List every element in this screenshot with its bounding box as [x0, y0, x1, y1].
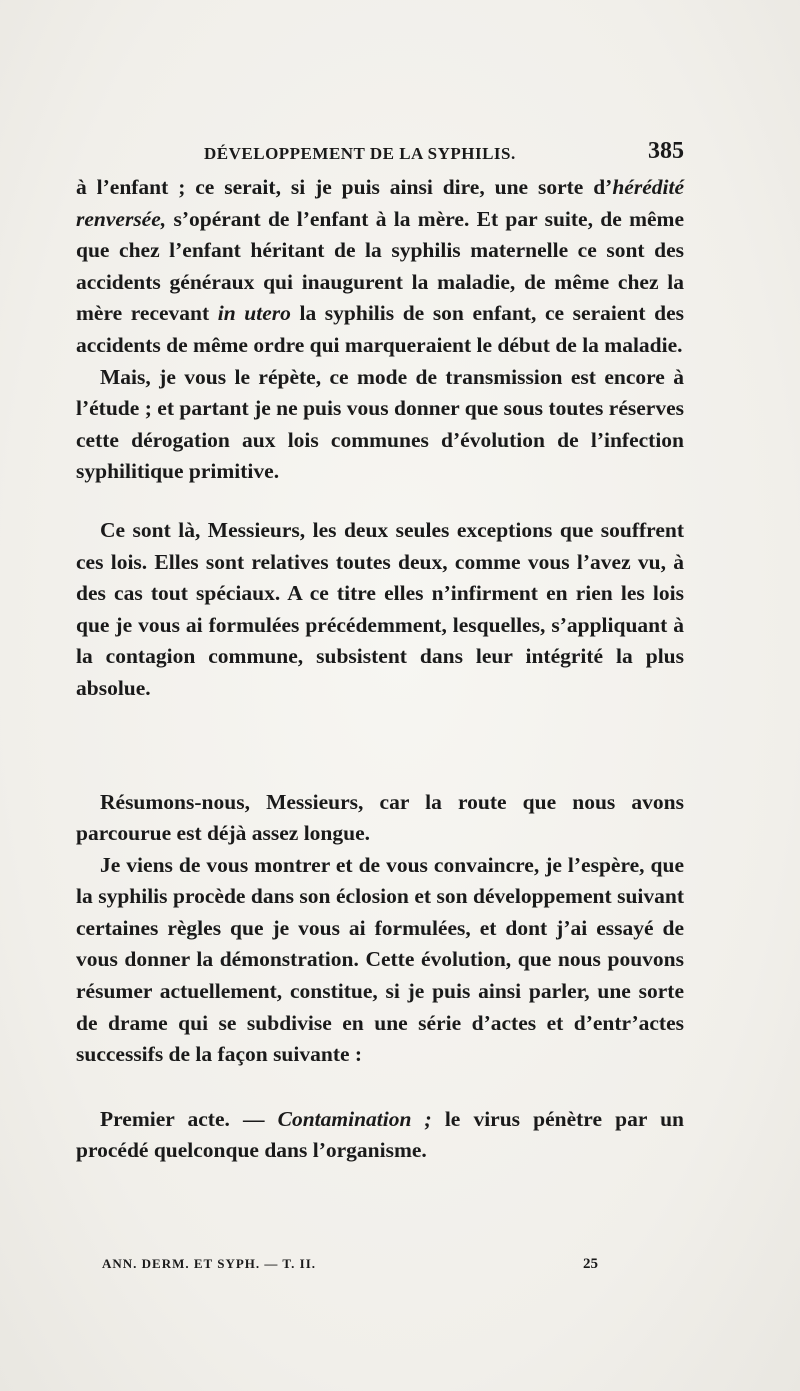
text-segment: Mais, je vous le répète, ce mode de transmission est encore à l’étude ; et partant je ne puis vous donner que sous toutes réserves cette dérogation aux lois communes d’évolution de l’infection syphilitique primitive.	[76, 364, 684, 484]
paragraph-3	[76, 515, 684, 705]
text-segment: Résumons-nous, Messieurs, car la route que nous avons parcourue est déjà assez longue.	[76, 789, 684, 846]
text-segment: à l’enfant ; ce serait, si je puis ainsi dire, une sorte d’	[76, 175, 613, 199]
sheet-number: 25	[583, 1256, 598, 1272]
paragraph-2	[76, 362, 684, 488]
text-segment: la syphilis de son enfant, ce seraient des accidents de même ordre qui marqueraient le début de la maladie.	[76, 301, 684, 357]
page-header	[78, 138, 684, 170]
text-segment: Je viens de vous montrer et de vous convaincre, je l’espère, que la syphilis procède dans son éclosion et son développement suivant certaines règles que je vous ai formulées, et dont j’ai essayé de vous donner la démonstration. Cette évolution, que nous pouvons résumer actuellement, constitue, si je puis ainsi parler, une sorte de drame qui se subdivise en une série d’actes et d’entr’actes successifs de la façon suivante :	[76, 852, 684, 1067]
italic-text-segment: in utero	[217, 301, 291, 326]
italic-text-segment: hérédité renversée,	[76, 175, 684, 231]
text-segment: Ce sont là, Messieurs, les deux seules exceptions que souffrent ces lois. Elles sont relatives toutes deux, comme vous l’avez vu, à des cas tout spéciaux. A ce titre elles n’infirment en rien les lois que je vous ai formulées précédemment, lesquelles, s’appliquant à la contagion commune, subsistent dans leur intégrité la plus absolue.	[76, 517, 684, 700]
printer-signature: ANN. DERM. ET SYPH. — T. II.	[102, 1256, 316, 1271]
paragraph-5	[76, 850, 684, 1071]
page-footer	[76, 1256, 598, 1276]
paragraph-4	[76, 787, 684, 850]
paragraph-1	[76, 172, 684, 362]
text-segment: le virus pénètre par un procédé quelconque dans l’organisme.	[76, 1106, 684, 1163]
page-number: 385	[648, 138, 684, 164]
running-head: DÉVELOPPEMENT DE LA SYPHILIS.	[204, 144, 516, 163]
text-segment: Premier acte. —	[100, 1106, 278, 1131]
text-segment: s’opérant de l’enfant à la mère. Et par suite, de même que chez l’enfant héritant de la syphilis maternelle ce sont des accidents généraux qui inaugurent la maladie, de même chez la mère recevant	[76, 206, 684, 326]
paragraph-6	[76, 1104, 684, 1167]
body-text	[76, 172, 684, 1167]
italic-text-segment: Contamination ;	[277, 1106, 432, 1131]
